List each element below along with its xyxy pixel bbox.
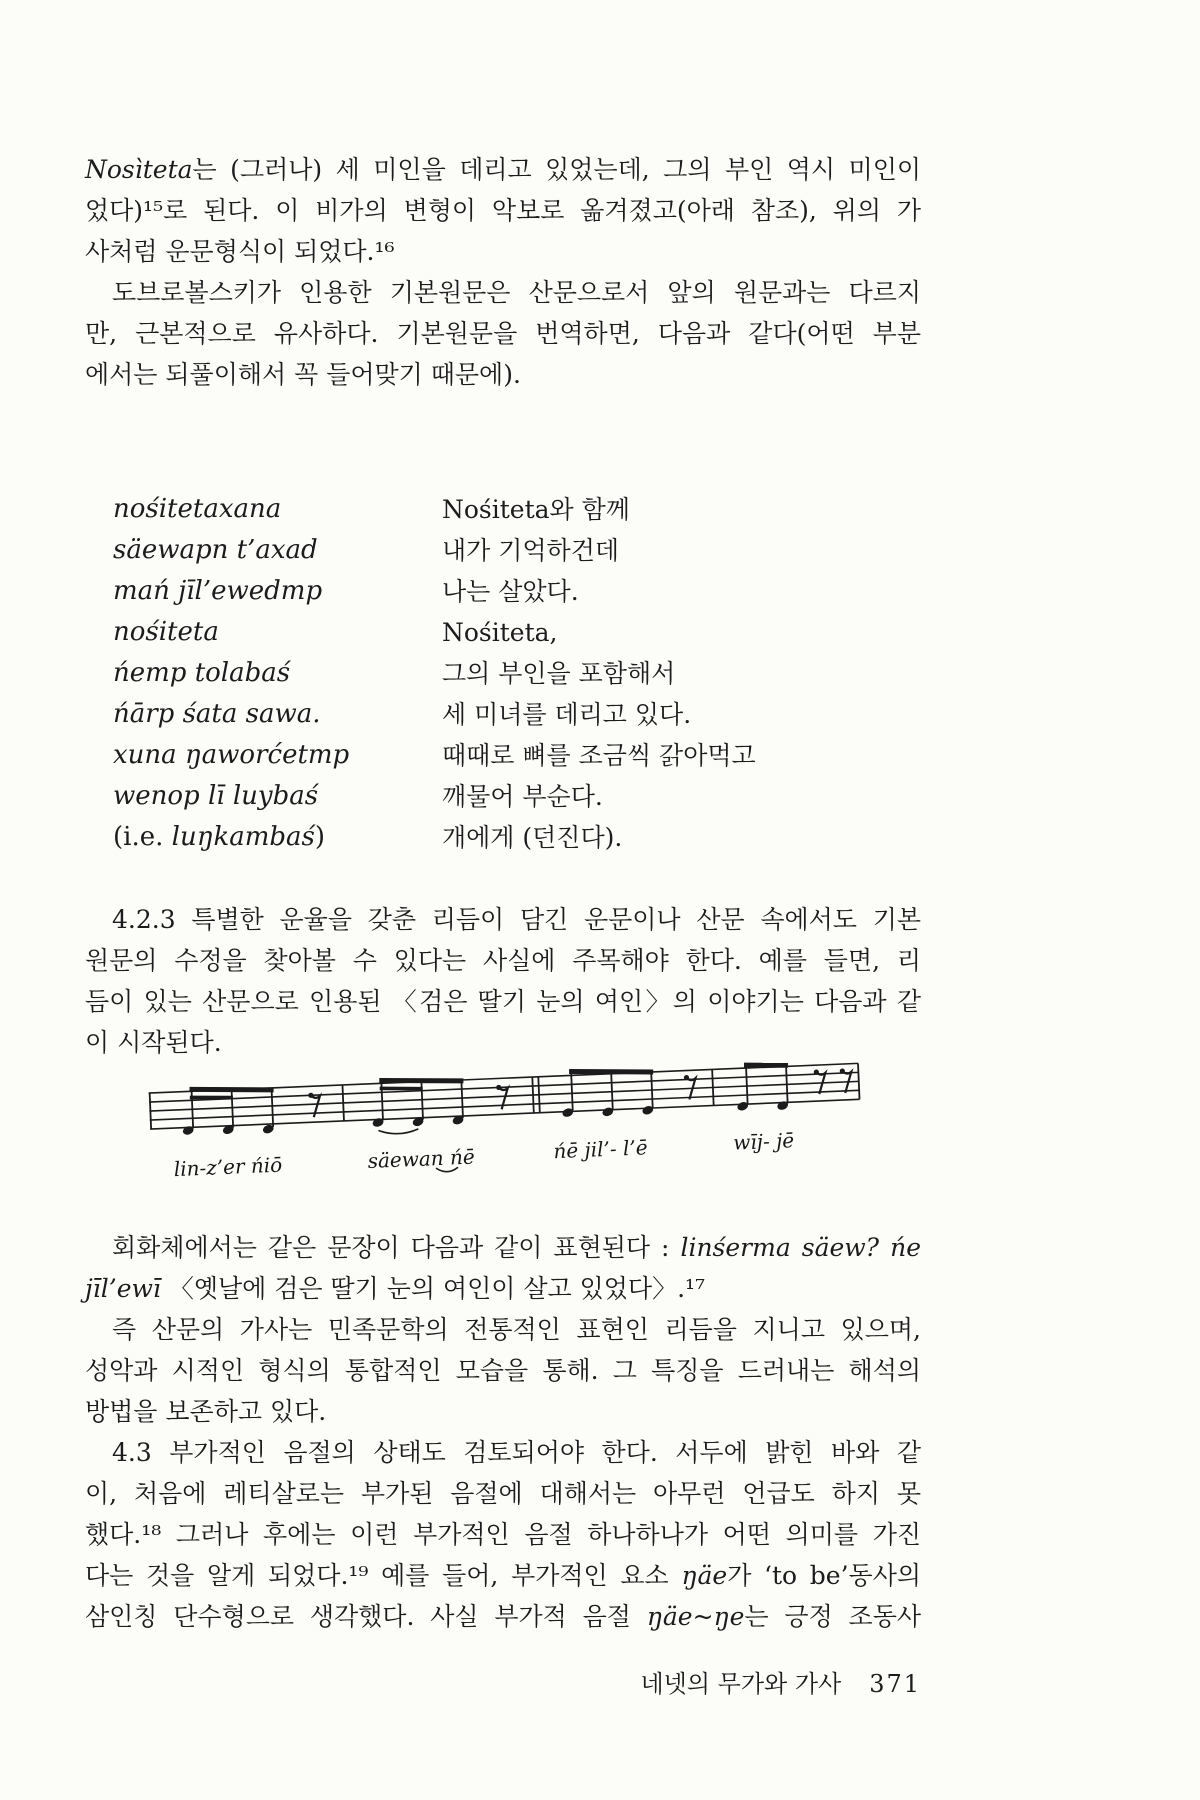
verse-original-column xyxy=(85,489,442,858)
paragraph-intro xyxy=(85,149,921,395)
verse-line: nośiteta xyxy=(113,617,219,647)
text-line: 사처럼 운문형식이 되었다.¹⁶ xyxy=(85,237,395,266)
verse-line: 개에게 (던진다). xyxy=(442,823,623,852)
eighth-rest-icon xyxy=(814,1069,827,1094)
lyric-text: lin-z’er ńiō xyxy=(173,1152,283,1182)
verse-line: säewapn t’axad xyxy=(113,535,318,565)
verse-line: ńemp tolabaś xyxy=(113,658,291,688)
text-line: 만, 근본적으로 유사하다. 기본원문을 번역하면, 다음과 같다(어떤 부분 xyxy=(85,319,921,348)
verse-line: Nośiteta, xyxy=(442,618,558,647)
text-line: 었다)¹⁵로 된다. 이 비가의 변형이 악보로 옮겨졌고(아래 참조), 위의 가 xyxy=(85,196,921,225)
lyric-text: ńē jil’- l’ē xyxy=(552,1135,648,1164)
page-footer xyxy=(85,1664,921,1705)
text-line: 에서는 되풀이해서 꼭 들어맞기 때문에). xyxy=(85,360,521,389)
verse-line: wenop lī luybaś xyxy=(113,781,319,811)
text-line: 삼인칭 단수형으로 생각했다. 사실 부가적 음절 ŋäe~ŋe는 긍정 조동사 xyxy=(85,1602,921,1631)
music-notation xyxy=(148,1058,872,1182)
text-line: 즉 산문의 가사는 민족문학의 전통적인 표현인 리듬을 지니고 있으며, xyxy=(112,1315,921,1344)
verse-line: 때때로 뼈를 조금씩 갉아먹고 xyxy=(442,741,756,770)
text-line: 회화체에서는 같은 문장이 다음과 같이 표현된다 : linśerma säew? ńe xyxy=(112,1233,921,1262)
page-number: 371 xyxy=(869,1670,921,1698)
text-line: Nosìteta는 (그러나) 세 미인을 데리고 있었는데, 그의 부인 역시 미인이 xyxy=(85,155,921,184)
footer-section-title: 네넷의 무가와 가사 xyxy=(640,1670,842,1698)
music-lyrics xyxy=(173,1128,795,1182)
verse-line: mań jīl’ewedmp xyxy=(113,576,323,606)
verse-line: 내가 기억하건데 xyxy=(442,536,619,565)
text-line: jīl’ewī 〈옛날에 검은 딸기 눈의 여인이 살고 있었다〉.¹⁷ xyxy=(85,1274,706,1303)
verse-line: 세 미녀를 데리고 있다. xyxy=(442,700,692,729)
verse-line: xuna ŋaworćetmp xyxy=(113,740,350,770)
verse-line: Nośiteta와 함께 xyxy=(442,495,630,524)
eighth-rest-icon xyxy=(684,1075,697,1100)
text-line: 원문의 수정을 찾아볼 수 있다는 사실에 주목해야 한다. 예를 들면, 리 xyxy=(85,946,921,975)
verse-block xyxy=(85,489,921,858)
text-line: 듬이 있는 산문으로 인용된 〈검은 딸기 눈의 여인〉의 이야기는 다음과 같 xyxy=(85,987,921,1016)
verse-line: 나는 살았다. xyxy=(442,577,579,606)
text-line: 했다.¹⁸ 그러나 후에는 이런 부가적인 음절 하나하나가 어떤 의미를 가진 xyxy=(85,1520,921,1549)
paragraph-section-423 xyxy=(85,899,921,1063)
text-line: 이, 처음에 레티살로는 부가된 음절에 대해서는 아무런 언급도 하지 못 xyxy=(85,1479,921,1508)
lyric-text: säewan ńē xyxy=(367,1144,476,1173)
staff-lines xyxy=(149,1063,860,1129)
verse-line: ńārp śata sawa. xyxy=(113,699,321,729)
text-line: 이 시작된다. xyxy=(85,1028,222,1057)
text-line: 다는 것을 알게 되었다.¹⁹ 예를 들어, 부가적인 요소 ŋäe가 ‘to be’동사의 xyxy=(85,1561,921,1590)
text-line: 4.2.3 특별한 운율을 갖춘 리듬이 담긴 운문이나 산문 속에서도 기본 xyxy=(112,905,921,934)
verse-line: 그의 부인을 포함해서 xyxy=(442,659,676,688)
note-group-1 xyxy=(180,1083,321,1138)
text-line: 4.3 부가적인 음절의 상태도 검토되어야 한다. 서두에 밝힌 바와 같 xyxy=(112,1438,921,1467)
verse-line: nośitetaxana xyxy=(113,494,282,524)
lyric-text: wīj- jē xyxy=(732,1128,795,1155)
text-line: 성악과 시적인 형식의 통합적인 모습을 통해. 그 특징을 드러내는 해석의 xyxy=(85,1356,921,1385)
text-line: 도브로볼스키가 인용한 기본원문은 산문으로서 앞의 원문과는 다르지 xyxy=(112,278,921,307)
verse-line: 깨물어 부순다. xyxy=(442,782,603,811)
music-staff-svg xyxy=(148,1058,872,1182)
verse-translation-column xyxy=(442,489,921,858)
text-line: 방법을 보존하고 있다. xyxy=(85,1397,327,1426)
paragraph-body xyxy=(85,1227,921,1637)
verse-line: (i.e. luŋkambaś) xyxy=(113,822,325,852)
eighth-rest-icon xyxy=(840,1068,853,1093)
